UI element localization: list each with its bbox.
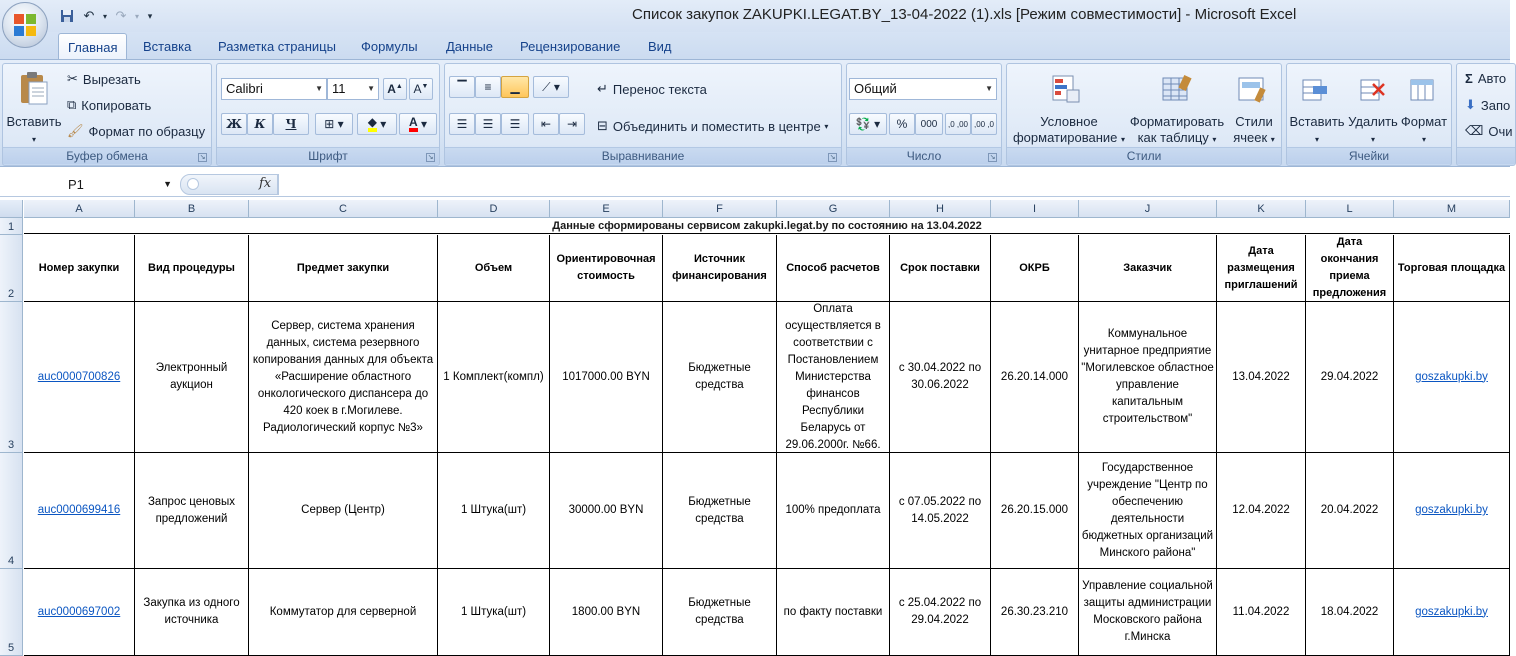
orientation-button[interactable] [533, 76, 569, 98]
cut-button[interactable]: ✂ Вырезать [67, 71, 141, 87]
row-header-5[interactable]: 5 [0, 569, 23, 656]
eraser-icon: ⌫ [1465, 123, 1484, 138]
align-center-button[interactable] [475, 113, 501, 135]
cell-d5-text: 1 Штука(шт) [460, 605, 527, 618]
column-header-j[interactable]: J [1079, 200, 1217, 218]
tab-data[interactable]: Данные [446, 39, 493, 54]
redo-icon[interactable]: ↷ [115, 8, 127, 23]
row-header-4[interactable]: 4 [0, 453, 23, 569]
currency-icon: 💱 ▾ [855, 117, 881, 131]
alignment-launcher-icon[interactable]: ↘ [829, 154, 836, 161]
borders-button[interactable] [315, 113, 353, 135]
name-box[interactable]: P1 ▼ [0, 174, 178, 195]
cell-i5-text: 26.30.23.210 [1000, 605, 1069, 618]
clear-button[interactable]: ⌫ Очи [1465, 123, 1513, 139]
cell-h4[interactable] [890, 453, 991, 569]
italic-button[interactable]: К [247, 113, 273, 135]
cell-e4-text: 30000.00 BYN [568, 504, 644, 516]
align-right-icon: ☰ [509, 117, 521, 131]
cell-b4-text: Запрос ценовых предложений [147, 495, 236, 525]
cell-k4-text: 12.04.2022 [1232, 504, 1290, 516]
align-bottom-icon: ▁ [510, 80, 520, 94]
insert-cells-button[interactable]: Вставить ▾ [1289, 114, 1345, 144]
cell-f5-text: Бюджетные средства [688, 597, 751, 626]
percent-button[interactable]: % [889, 113, 915, 135]
group-editing [1456, 63, 1516, 166]
cell-l5-text: 18.04.2022 [1320, 605, 1379, 618]
formula-bar [0, 172, 1510, 197]
group-label-cells: Ячейки [1287, 147, 1451, 164]
borders-icon: ⊞ ▾ [324, 117, 344, 131]
header-cell-e[interactable] [550, 235, 663, 302]
group-clipboard [2, 63, 212, 166]
cell-k4[interactable] [1217, 453, 1306, 569]
cell-h4-text: с 07.05.2022 по 14.05.2022 [898, 495, 982, 525]
font-name-select[interactable]: Calibri ▼ [221, 78, 327, 100]
group-styles [1006, 63, 1282, 166]
cell-h3[interactable] [890, 302, 991, 453]
header-cell-f[interactable] [663, 235, 777, 302]
tab-view[interactable]: Вид [648, 39, 672, 54]
cell-b3[interactable] [135, 302, 249, 453]
customize-qat-icon[interactable]: ▾ [147, 10, 153, 21]
cell-k3[interactable] [1217, 302, 1306, 453]
undo-icon[interactable]: ↶ [83, 8, 95, 23]
header-cell-j[interactable] [1079, 235, 1217, 302]
column-header-l[interactable]: L [1306, 200, 1394, 218]
office-logo-icon [13, 13, 37, 37]
thousands-button[interactable]: 000 [915, 113, 943, 135]
cell-g3-text: Оплата осуществляется в соответствии с Постановлением Министерства финансов Республики Беларусь от 29.06.2000г. №66. [785, 302, 881, 451]
cell-g4-text: 100% предоплата [785, 504, 881, 516]
header-cell-d-text: Объем [474, 261, 513, 274]
font-size-select[interactable]: 11 ▼ [327, 78, 379, 100]
header-cell-m-text: Торговая площадка [1397, 261, 1506, 274]
cell-d4-text: 1 Штука(шт) [460, 504, 527, 516]
cell-a4-text[interactable]: auc0000699416 [37, 504, 121, 516]
group-cells [1286, 63, 1452, 166]
fill-color-icon: ◆ [368, 116, 377, 132]
cell-d3[interactable] [438, 302, 550, 453]
tab-review[interactable]: Рецензирование [520, 39, 621, 54]
paste-button[interactable]: Вставить ▾ [6, 114, 62, 144]
format-cells-icon[interactable] [1409, 76, 1437, 104]
cell-j4[interactable] [1079, 453, 1217, 569]
header-cell-a[interactable] [24, 235, 135, 302]
insert-function-icon[interactable]: fx [259, 176, 272, 191]
merge-center-button[interactable]: ⊟ Объединить и поместить в центре ▾ [597, 118, 829, 134]
align-middle-icon: ≡ [484, 80, 492, 94]
header-cell-m[interactable] [1394, 235, 1510, 302]
increase-decimal-button[interactable]: ,0 ,00 [945, 113, 971, 135]
cell-e4[interactable] [550, 453, 663, 569]
tab-formulas[interactable]: Формулы [361, 39, 418, 54]
select-all-corner[interactable] [0, 200, 23, 218]
column-header-h[interactable]: H [890, 200, 991, 218]
header-cell-l-text: Дата окончания приема предложения [1312, 236, 1387, 299]
cell-f5[interactable] [663, 569, 777, 656]
column-header-k[interactable]: K [1217, 200, 1306, 218]
cell-b3-text: Электронный аукцион [155, 362, 228, 391]
cell-a3-text[interactable]: auc0000700826 [37, 370, 121, 383]
header-cell-i[interactable] [991, 235, 1079, 302]
redo-dropdown-icon[interactable]: ▾ [134, 11, 139, 21]
cell-k3-text: 13.04.2022 [1232, 370, 1290, 383]
cell-c4-text: Сервер (Центр) [301, 504, 385, 516]
wrap-text-button[interactable]: ↵ Перенос текста [597, 81, 707, 97]
header-cell-c-text: Предмет закупки [296, 261, 390, 274]
cell-m5[interactable] [1394, 569, 1510, 656]
fill-down-icon: ⬇ [1465, 97, 1476, 112]
cell-b5-text: Закупка из одного источника [143, 597, 240, 626]
header-cell-j-text: Заказчик [1123, 261, 1172, 274]
cell-g3[interactable] [777, 302, 890, 453]
copy-button[interactable]: ⧉ Копировать [67, 97, 152, 113]
copy-icon: ⧉ [67, 97, 77, 112]
cell-d5[interactable] [438, 569, 550, 656]
column-header-i[interactable]: I [991, 200, 1079, 218]
cell-e5[interactable] [550, 569, 663, 656]
cell-m5-text[interactable]: goszakupki.by [1415, 605, 1488, 618]
cell-c3[interactable] [249, 302, 438, 453]
group-label-clipboard: Буфер обмена [3, 147, 211, 164]
scissors-icon: ✂ [67, 71, 78, 86]
bold-button[interactable]: Ж [221, 113, 247, 135]
cell-j3[interactable] [1079, 302, 1217, 453]
cell-h5[interactable] [890, 569, 991, 656]
cell-h5-text: с 25.04.2022 по 29.04.2022 [898, 597, 982, 626]
increase-indent-icon: ⇥ [566, 117, 578, 131]
office-button[interactable] [2, 2, 48, 48]
number-format-select[interactable]: Общий ▼ [849, 78, 997, 100]
cell-i3-text: 26.20.14.000 [1000, 370, 1069, 383]
column-header-f[interactable]: F [663, 200, 777, 218]
merge-center-icon: ⊟ [597, 118, 608, 133]
banner-row[interactable]: Данные сформированы сервисом zakupki.legat.by по состоянию на 13.04.2022 [24, 218, 1510, 234]
cell-c5[interactable] [249, 569, 438, 656]
cell-i3[interactable] [991, 302, 1079, 453]
font-launcher-icon[interactable]: ↘ [427, 154, 434, 161]
fill-button[interactable]: ⬇ Запо [1465, 97, 1511, 113]
cell-h3-text: с 30.04.2022 по 30.06.2022 [898, 362, 982, 391]
column-header-m[interactable]: M [1394, 200, 1510, 218]
cell-d4[interactable] [438, 453, 550, 569]
header-cell-i-text: ОКРБ [1019, 261, 1050, 274]
cell-j5[interactable] [1079, 569, 1217, 656]
header-cell-b-text: Вид процедуры [148, 261, 235, 274]
conditional-formatting-icon[interactable] [1051, 74, 1081, 104]
tab-home[interactable]: Главная [58, 33, 127, 61]
cell-styles-button[interactable]: Стили ячеек ▾ [1233, 114, 1275, 145]
cell-i4-text: 26.20.15.000 [1000, 504, 1069, 516]
shrink-font-button[interactable] [409, 78, 433, 100]
format-as-table-icon[interactable] [1161, 74, 1191, 104]
row-header-1[interactable]: 1 [0, 218, 23, 235]
header-cell-k-text: Дата размещения приглашений [1224, 244, 1298, 291]
align-left-button[interactable] [449, 113, 475, 135]
group-label-number: Число [847, 147, 1001, 164]
cell-j3-text: Коммунальное унитарное предприятие "Могилевское областное управление капитальным строительством" [1081, 328, 1214, 425]
header-cell-g-text: Способ расчетов [786, 261, 880, 274]
group-label-alignment: Выравнивание [445, 147, 841, 164]
number-launcher-icon[interactable]: ↘ [989, 154, 996, 161]
cell-styles-icon[interactable] [1237, 74, 1267, 104]
align-top-icon: ▔ [457, 80, 467, 94]
group-label-editing [1457, 147, 1515, 164]
cell-l4-text: 20.04.2022 [1320, 504, 1379, 516]
header-cell-c[interactable] [249, 235, 438, 302]
undo-dropdown-icon[interactable]: ▾ [102, 11, 107, 21]
decrease-decimal-button[interactable]: ,00 ,0 [971, 113, 997, 135]
cell-l3-text: 29.04.2022 [1320, 370, 1379, 383]
cell-g4[interactable] [777, 453, 890, 569]
cell-e5-text: 1800.00 BYN [571, 605, 641, 618]
grow-font-button[interactable] [383, 78, 407, 100]
expand-icon[interactable] [187, 178, 199, 190]
header-cell-b[interactable] [135, 235, 249, 302]
underline-button[interactable]: Ч [273, 113, 309, 135]
column-header-a[interactable]: A [24, 200, 135, 218]
tab-page-layout[interactable]: Разметка страницы [218, 39, 336, 54]
cell-b4[interactable] [135, 453, 249, 569]
currency-button[interactable] [849, 113, 887, 135]
insert-cells-icon[interactable] [1301, 76, 1329, 104]
header-cell-h[interactable] [890, 235, 991, 302]
brush-icon: 🖌 [67, 123, 84, 138]
ribbon-tabs [0, 32, 1510, 60]
tab-insert[interactable]: Вставка [143, 39, 192, 54]
cell-f4[interactable] [663, 453, 777, 569]
paste-icon[interactable] [17, 70, 51, 106]
cell-d3-text: 1 Комплект(компл) [443, 370, 544, 383]
header-cell-h-text: Срок поставки [900, 261, 980, 274]
cell-a5[interactable] [24, 569, 135, 656]
align-right-button[interactable] [501, 113, 529, 135]
column-header-b[interactable]: B [135, 200, 249, 218]
cell-m3-text[interactable]: goszakupki.by [1415, 370, 1488, 383]
delete-cells-button[interactable]: Удалить ▾ [1348, 114, 1398, 144]
conditional-formatting-button[interactable]: Условное форматирование ▾ [1012, 114, 1125, 145]
cell-j4-text: Государственное учреждение "Центр по обеспечению деятельности бюджетных организаций Минского района" [1081, 461, 1214, 559]
group-font [216, 63, 440, 166]
cell-g5[interactable] [777, 569, 890, 656]
formula-bar-controls [180, 174, 278, 195]
header-cell-a-text: Номер закупки [38, 261, 120, 274]
shrink-font-icon: A▼ [413, 82, 429, 96]
format-as-table-button[interactable]: Форматировать как таблицу ▾ [1129, 114, 1225, 145]
cell-f4-text: Бюджетные средства [688, 495, 751, 525]
cell-k5[interactable] [1217, 569, 1306, 656]
cell-b5[interactable] [135, 569, 249, 656]
column-header-c[interactable]: C [249, 200, 438, 218]
row-header-2[interactable]: 2 [0, 235, 23, 302]
format-painter-button[interactable]: 🖌 Формат по образцу [67, 123, 206, 139]
decrease-indent-button[interactable] [533, 113, 559, 135]
cell-c4[interactable] [249, 453, 438, 569]
wrap-text-icon: ↵ [597, 81, 608, 96]
title-bar [0, 0, 1510, 32]
cell-l3[interactable] [1306, 302, 1394, 453]
window-title: Список закупок ZAKUPKI.LEGAT.BY_13-04-2022 (1).xls [Режим совместимости] - Microsoft Excel [632, 6, 1297, 23]
cell-c3-text: Сервер, система хранения данных, система резервного копирования данных для объекта «Расширение областного онкологического диспансера до 420 коек в г.Могилеве. Радиологический корпус №3» [252, 319, 434, 434]
align-top-button[interactable] [449, 76, 475, 98]
group-label-styles: Стили [1007, 147, 1281, 164]
save-icon[interactable] [56, 5, 78, 27]
cell-g5-text: по факту поставки [783, 605, 883, 618]
clipboard-launcher-icon[interactable]: ↘ [199, 154, 206, 161]
header-cell-g[interactable] [777, 235, 890, 302]
decrease-indent-icon: ⇤ [540, 117, 552, 131]
cell-k5-text: 11.04.2022 [1232, 605, 1290, 618]
cell-l5[interactable] [1306, 569, 1394, 656]
header-cell-l[interactable] [1306, 235, 1394, 302]
row-header-3[interactable]: 3 [0, 302, 23, 453]
cell-f3-text: Бюджетные средства [688, 362, 751, 391]
cell-e3-text: 1017000.00 BYN [562, 370, 650, 383]
cell-j5-text: Управление социальной защиты администрации Московского района г.Минска [1082, 580, 1213, 643]
sigma-icon: Σ [1465, 71, 1473, 86]
fill-color-button[interactable]: ◆ ▾ [357, 113, 397, 135]
font-color-button[interactable]: A ▾ [399, 113, 437, 135]
cell-m3[interactable] [1394, 302, 1510, 453]
ribbon [0, 59, 1513, 167]
cell-i5[interactable] [991, 569, 1079, 656]
group-alignment [444, 63, 842, 166]
cell-a3[interactable] [24, 302, 135, 453]
cell-c5-text: Коммутатор для серверной [269, 605, 417, 618]
align-middle-button[interactable] [475, 76, 501, 98]
grow-font-icon: A▲ [387, 82, 403, 96]
cell-i4[interactable] [991, 453, 1079, 569]
cell-a5-text[interactable]: auc0000697002 [37, 605, 121, 618]
column-header-g[interactable]: G [777, 200, 890, 218]
group-number [846, 63, 1002, 166]
cell-m4[interactable] [1394, 453, 1510, 569]
increase-indent-button[interactable] [559, 113, 585, 135]
align-left-icon: ☰ [456, 117, 468, 131]
font-color-icon: A [409, 116, 418, 132]
cell-a4[interactable] [24, 453, 135, 569]
align-center-icon: ☰ [482, 117, 494, 131]
format-cells-button[interactable]: Формат ▾ [1400, 114, 1448, 144]
header-cell-e-text: Ориентировочная стоимость [556, 253, 656, 282]
header-cell-d[interactable] [438, 235, 550, 302]
column-header-d[interactable]: D [438, 200, 550, 218]
formula-input[interactable] [278, 174, 1510, 195]
cell-e3[interactable] [550, 302, 663, 453]
delete-cells-icon[interactable] [1359, 76, 1387, 104]
quick-access-toolbar [56, 5, 158, 27]
cell-m4-text[interactable]: goszakupki.by [1415, 504, 1488, 516]
orientation-icon: ⟋ ▾ [542, 79, 560, 94]
cell-l4[interactable] [1306, 453, 1394, 569]
name-box-dropdown-icon[interactable]: ▼ [163, 179, 172, 189]
header-cell-k[interactable] [1217, 235, 1306, 302]
autosum-button[interactable]: Σ Авто [1465, 71, 1507, 86]
group-label-font: Шрифт [217, 147, 439, 164]
spreadsheet-grid[interactable] [0, 200, 1510, 656]
align-bottom-button[interactable] [501, 76, 529, 98]
cell-f3[interactable] [663, 302, 777, 453]
header-cell-f-text: Источник финансирования [672, 253, 767, 282]
column-header-e[interactable]: E [550, 200, 663, 218]
